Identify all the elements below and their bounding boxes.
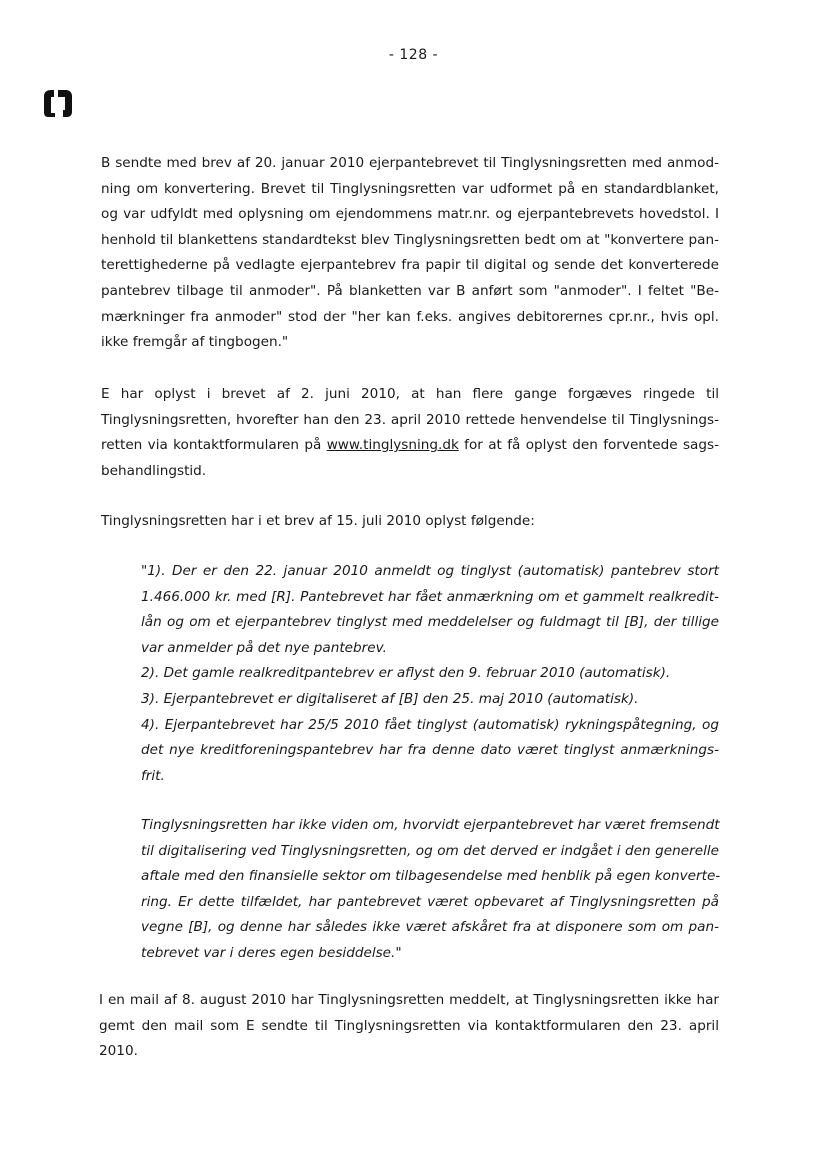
paragraph-3	[101, 509, 719, 535]
quote-line: aftale med den finansielle sektor om tilbagesendelse med henblik på egen konverte-	[141, 868, 721, 885]
quote-block-2	[141, 813, 719, 967]
paragraph-2-line: Tinglysningsretten, hvorefter han den 23. april 2010 rettede henvendelse til Tinglysnings-	[101, 411, 719, 428]
quote-line: ring. Er dette tilfældet, har pantebrevet været opbevaret af Tinglysningsretten på	[141, 893, 719, 910]
paragraph-2-line: behandlingstid.	[101, 462, 207, 479]
paragraph-3-line: Tinglysningsretten har i et brev af 15. juli 2010 oplyst følgende:	[101, 513, 535, 529]
paragraph-4-line: I en mail af 8. august 2010 har Tinglysningsretten meddelt, at Tinglysningsretten ikke har	[99, 992, 719, 1008]
paragraph-2-line: E har oplyst i brevet af 2. juni 2010, at han flere gange forgæves ringede til	[101, 386, 719, 402]
page-number: - 128 -	[388, 47, 439, 63]
tinglysning-link[interactable]: www.tinglysning.dk	[326, 437, 459, 454]
quote-line: det nye kreditforeningspantebrev har fra denne dato været tinglyst anmærknings-	[141, 742, 719, 759]
paragraph-1-line: ning om konvertering. Brevet til Tinglysningsretten var udformet på en standardblanket,	[101, 180, 719, 197]
quote-line: 1.466.000 kr. med [R]. Pantebrevet har fået anmærkning om et gammelt realkredit-	[141, 588, 719, 605]
paragraph-1	[101, 151, 719, 356]
quote-line: vegne [B], og denne har således ikke været afskåret fra at disponere som om pan-	[141, 919, 719, 936]
paragraph-2	[101, 382, 719, 484]
quote-line: frit.	[141, 767, 165, 784]
paragraph-1-line: og var udfyldt med oplysning om ejendommens matr.nr. og ejerpantebrevets hovedstol. I	[101, 206, 719, 223]
quote-line: 4). Ejerpantebrevet har 25/5 2010 fået tinglyst (automatisk) rykningspåtegning, og	[141, 716, 719, 733]
paragraph-1-line: henhold til blankettens standardtekst blev Tinglysningsretten bedt om at "konvertere pan-	[101, 231, 719, 248]
quote-line: "1). Der er den 22. januar 2010 anmeldt og tinglyst (automatisk) pantebrev stort	[141, 563, 719, 579]
paragraph-4-line: 2010.	[99, 1043, 138, 1060]
quote-block-1	[141, 559, 719, 789]
publisher-logo-icon	[38, 86, 78, 120]
paragraph-1-line: ikke fremgår af tingbogen."	[101, 334, 289, 351]
quote-line: Tinglysningsretten har ikke viden om, hvorvidt ejerpantebrevet har været fremsendt	[141, 817, 720, 833]
quote-line: til digitalisering ved Tinglysningsretten, og om det derved er indgået i den generelle	[141, 842, 719, 859]
paragraph-1-line: B sendte med brev af 20. januar 2010 ejerpantebrevet til Tinglysningsretten med anmod-	[101, 155, 719, 171]
quote-line: var anmelder på det nye pantebrev.	[141, 639, 387, 656]
paragraph-1-line: mærkninger fra anmoder" stod der "her kan f.eks. angives debitorernes cpr.nr., hvis opl.	[101, 308, 719, 325]
quote-line: tebrevet var i deres egen besiddelse."	[141, 944, 402, 961]
paragraph-2-line	[101, 433, 719, 459]
paragraph-1-line: terettighederne på vedlagte ejerpantebrev fra papir til digital og sende det konverterede	[101, 257, 719, 274]
paragraph-4-line: gemt den mail som E sendte til Tinglysningsretten via kontaktformularen den 23. april	[99, 1017, 719, 1034]
paragraph-4	[99, 988, 719, 1065]
paragraph-1-line: pantebrev tilbage til anmoder". På blanketten var B anført som "anmoder". I feltet "Be-	[101, 282, 719, 299]
text-fragment: for at få oplyst den forventede sags-	[458, 437, 719, 454]
quote-line: 3). Ejerpantebrevet er digitaliseret af [B] den 25. maj 2010 (automatisk).	[141, 690, 639, 707]
text-fragment: retten via kontaktformularen på	[101, 437, 327, 454]
quote-line: 2). Det gamle realkreditpantebrev er aflyst den 9. februar 2010 (automatisk).	[141, 665, 671, 682]
quote-line: lån og om et ejerpantebrev tinglyst med meddelelser og fuldmagt til [B], der tillige	[141, 614, 719, 631]
